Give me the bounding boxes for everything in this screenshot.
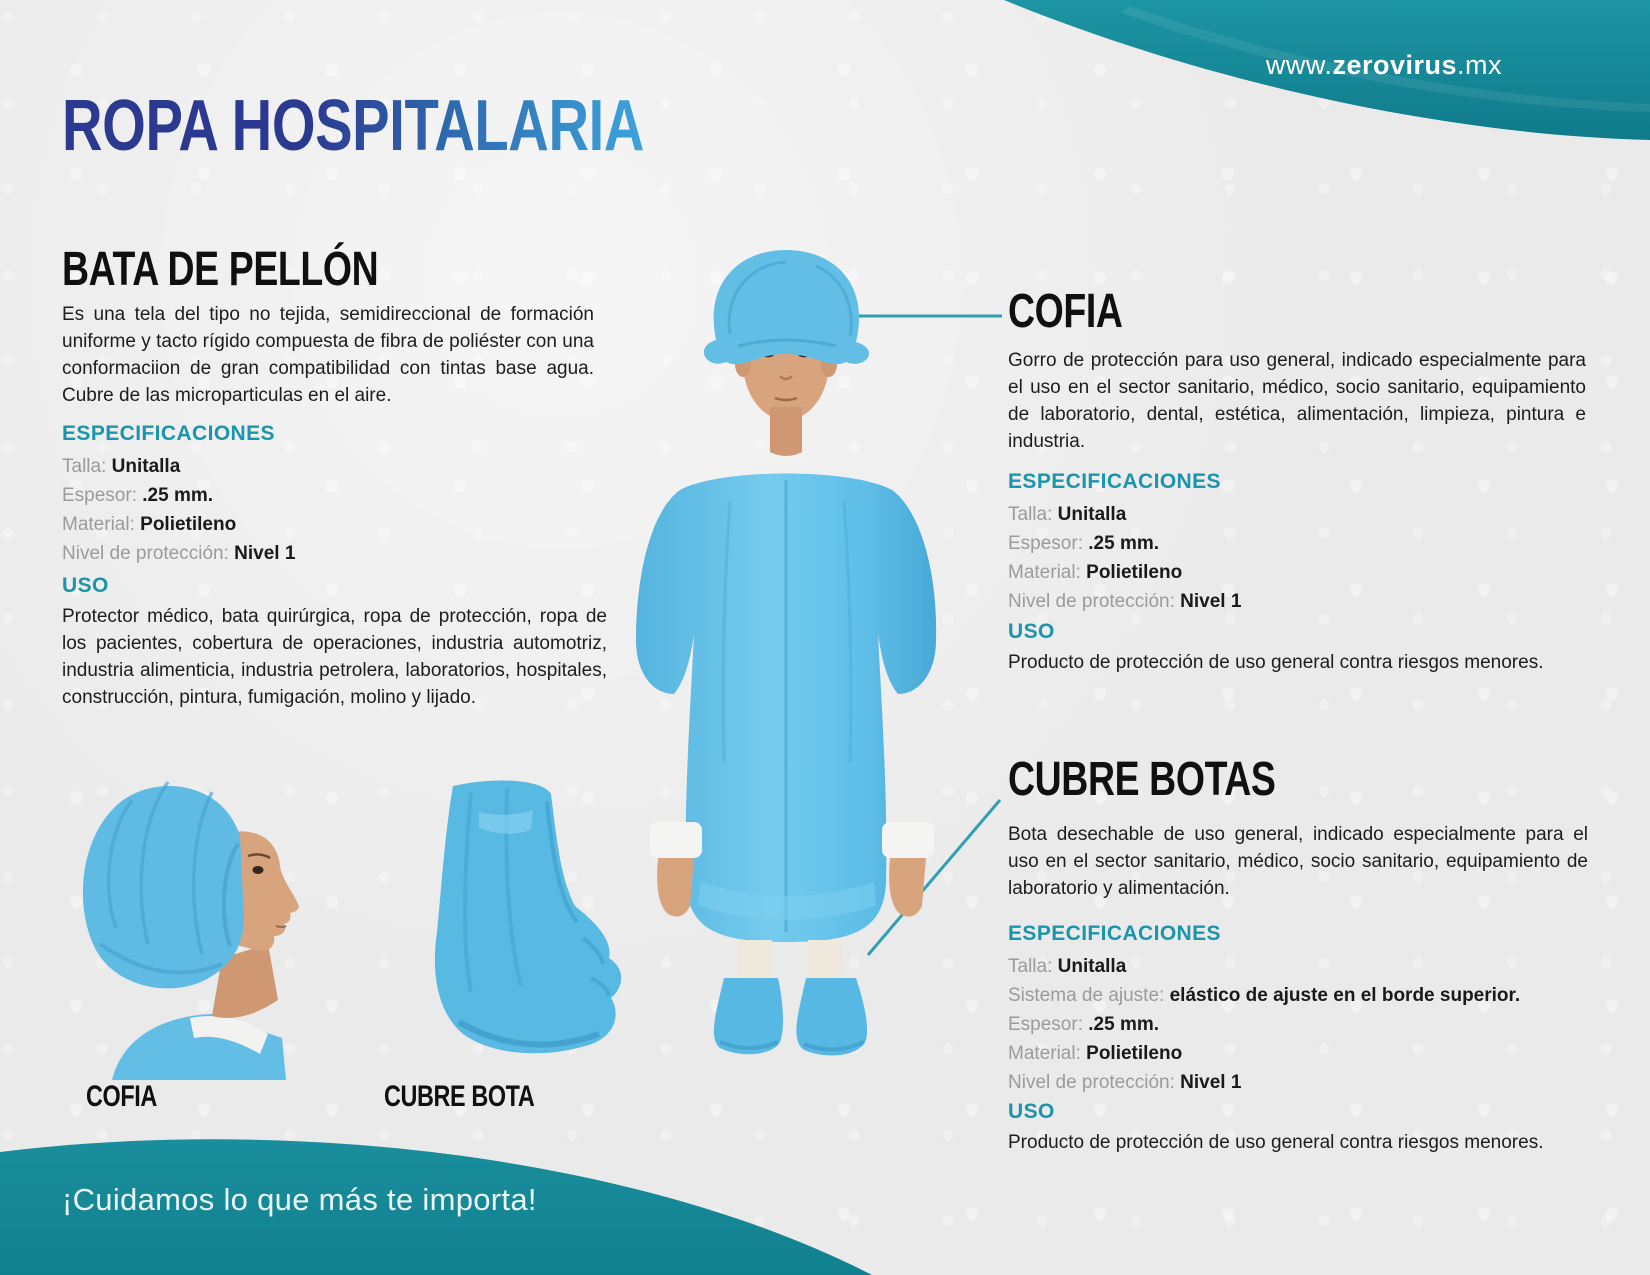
spec-row: Nivel de protección: Nivel 1 xyxy=(1008,591,1242,612)
spec-row: Material: Polietileno xyxy=(1008,1043,1183,1064)
cofia-description: Gorro de protección para uso general, indicado especialmente para el uso en el sector sanitario, médico, socio sanitario, equipamiento de laboratorio, dental, estética, alimentación, limpieza, pintura e industria. xyxy=(1008,350,1586,452)
spec-row: Espesor: .25 mm. xyxy=(62,485,214,506)
bata-spec-list xyxy=(62,452,295,568)
page-title: ROPA HOSPITALARIA xyxy=(62,86,645,166)
website-url[interactable] xyxy=(1266,50,1502,81)
model-photo xyxy=(620,242,965,1062)
spec-row: Material: Polietileno xyxy=(1008,562,1183,583)
spec-row: Sistema de ajuste: elástico de ajuste en el borde superior. xyxy=(1008,985,1521,1006)
cofia-on-model xyxy=(704,250,869,364)
footer-tagline: ¡Cuidamos lo que más te importa! xyxy=(62,1182,537,1217)
bata-spec-title: ESPECIFICACIONES xyxy=(62,422,275,445)
spec-row: Nivel de protección: Nivel 1 xyxy=(62,543,296,564)
cofia-spec-list xyxy=(1008,500,1241,616)
url-suffix: .mx xyxy=(1457,50,1502,80)
spec-row: Nivel de protección: Nivel 1 xyxy=(1008,1072,1242,1093)
cubre-botas-spec-title: ESPECIFICACIONES xyxy=(1008,922,1221,945)
cofia-spec-title: ESPECIFICACIONES xyxy=(1008,470,1221,493)
cubre-botas-spec-list xyxy=(1008,952,1520,1097)
bata-description: Es una tela del tipo no tejida, semidireccional de formación uniforme y tacto rígido compuesta de fibra de poliéster con una conformaciion de gran compatibilidad con tintas base agua. Cubre de las microparticulas en el aire. xyxy=(62,304,594,406)
spec-row: Espesor: .25 mm. xyxy=(1008,533,1160,554)
bata-uso-title: USO xyxy=(62,574,109,597)
cofia-photo-label: COFIA xyxy=(86,1080,157,1113)
cofia-uso-text: Producto de protección de uso general contra riesgos menores. xyxy=(1008,652,1544,673)
spec-row: Material: Polietileno xyxy=(62,514,237,535)
cubre-botas-uso-text: Producto de protección de uso general contra riesgos menores. xyxy=(1008,1132,1544,1153)
cubre-bota-photo-label: CUBRE BOTA xyxy=(384,1080,535,1113)
cofia-photo xyxy=(72,748,334,1080)
url-brand: zerovirus xyxy=(1332,50,1457,80)
cubre-botas-description: Bota desechable de uso general, indicado especialmente para el uso en el sector sanitario, médico, socio sanitario, equipamiento de laboratorio y alimentación. xyxy=(1008,824,1588,899)
cubre-botas-uso-title: USO xyxy=(1008,1100,1055,1123)
spec-row: Talla: Unitalla xyxy=(1008,504,1127,525)
cofia-title: COFIA xyxy=(1008,285,1123,338)
spec-row: Talla: Unitalla xyxy=(1008,956,1127,977)
spec-row: Espesor: .25 mm. xyxy=(1008,1014,1160,1035)
spec-row: Talla: Unitalla xyxy=(62,456,181,477)
cubre-bota-photo xyxy=(375,772,630,1072)
cubre-botas-title: CUBRE BOTAS xyxy=(1008,753,1276,806)
cofia-uso-title: USO xyxy=(1008,620,1055,643)
bata-uso-text: Protector médico, bata quirúrgica, ropa de protección, ropa de los pacientes, cobertura de operaciones, industria automotriz, industria alimenticia, industria petrolera, laboratorios, hospitales, construcción, pintura, fumigación, molino y lijado. xyxy=(62,606,607,708)
bata-title: BATA DE PELLÓN xyxy=(62,243,379,296)
url-prefix: www. xyxy=(1265,50,1333,80)
